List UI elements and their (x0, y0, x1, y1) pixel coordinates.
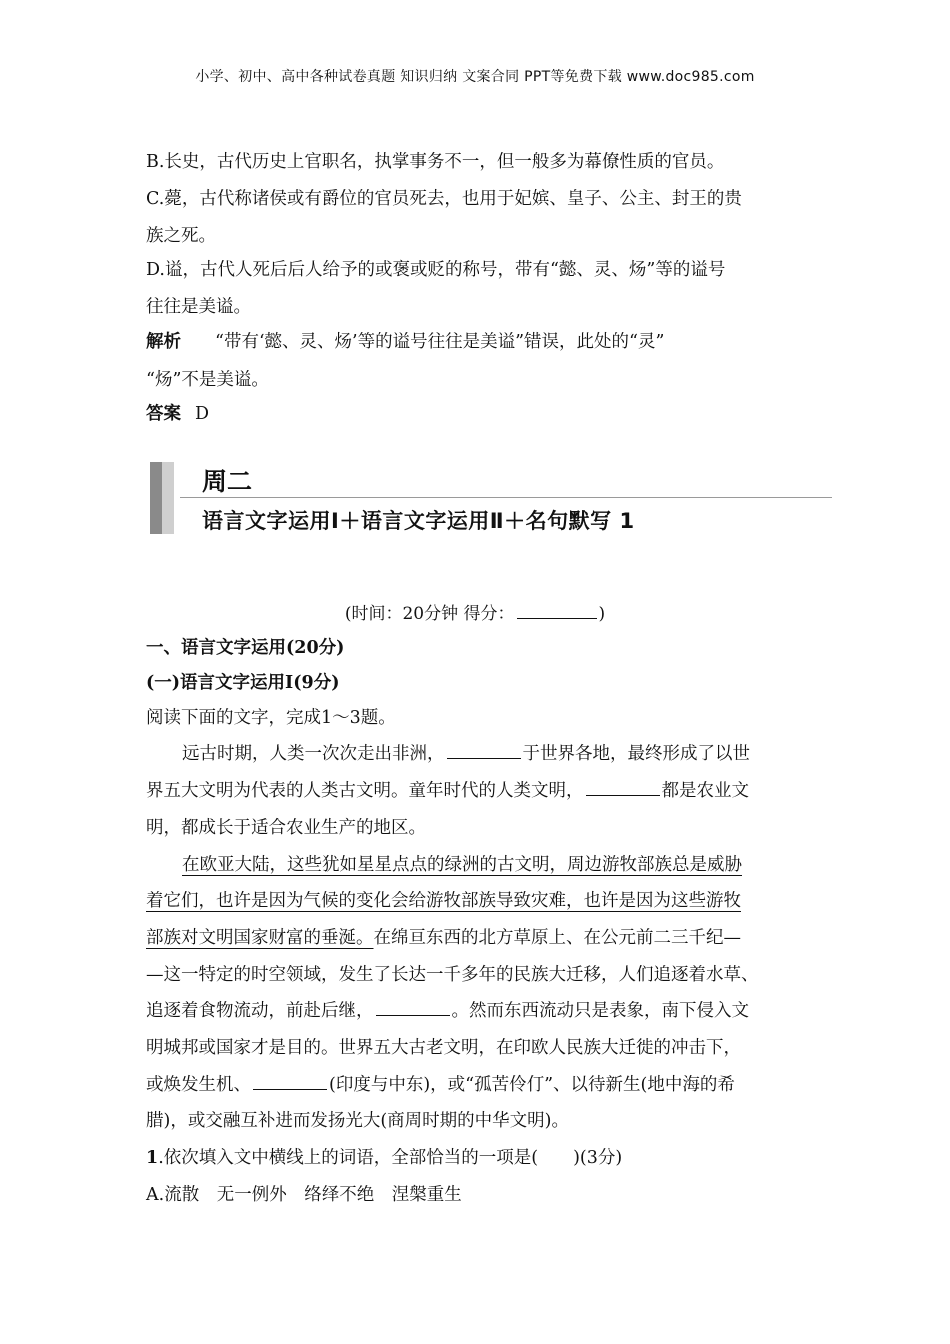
answer-line (146, 400, 826, 425)
option-d-text-line1: D.谥，古代人死后后人给予的或褒或贬的称号，带有“懿、灵、炀”等的谥号 (146, 260, 726, 280)
analysis-text: “带有‘懿、灵、炀’等的谥号往往是美谥”错误，此处的“灵” (215, 332, 665, 352)
passage-line (146, 924, 826, 949)
section-bar-light (162, 462, 174, 534)
question-1 (146, 1144, 826, 1169)
section-bar-dark (150, 462, 162, 534)
underlined-sentence: 着它们，也许是因为气候的变化会给游牧部族导致灾难，也许是因为这些游牧 (146, 891, 741, 911)
option-d-text-line2: 往往是美谥。 (146, 297, 251, 317)
passage-text: 于世界各地，最终形成了以世 (522, 744, 750, 764)
passage-text: 或焕发生机、 (146, 1075, 251, 1095)
part1-title: 一、语言文字运用(20分) (146, 638, 345, 658)
underlined-sentence: 在欧亚大陆，这些犹如星星点点的绿洲的古文明，周边游牧部族总是威胁 (182, 855, 742, 875)
question-1-option-a[interactable]: A.流散 无一例外 络绎不绝 涅槃重生 (146, 1185, 462, 1205)
analysis-label: 解析 (146, 332, 181, 352)
passage-line: 明城邦或国家才是目的。世界五大古老文明，在印欧人民族大迁徙的冲击下， (146, 1038, 741, 1058)
fill-blank-2[interactable] (586, 781, 660, 796)
question-number: 1 (146, 1148, 159, 1168)
fill-blank-1[interactable] (447, 744, 521, 759)
passage-line: —这一特定的时空领域，发生了长达一千多年的民族大迁移，人们追逐着水草、 (146, 965, 759, 985)
passage-text: (印度与中东)，或“孤苦伶仃”、以待新生(地中海的希 (329, 1075, 735, 1095)
passage-line-underlined (182, 851, 862, 876)
answer-label: 答案 (146, 404, 181, 424)
instruction: 阅读下面的文字，完成1～3题。 (146, 708, 396, 728)
question-stem: .依次填入文中横线上的词语，全部恰当的一项是( )(3分) (158, 1148, 623, 1168)
option-b-text: B.长史，古代历史上官职名，执掌事务不一，但一般多为幕僚性质的官员。 (146, 152, 725, 172)
score-blank[interactable] (517, 604, 597, 619)
section-subtitle: 语言文字运用Ⅰ＋语言文字运用Ⅱ＋名句默写 1 (202, 509, 635, 533)
fill-blank-4[interactable] (253, 1075, 327, 1090)
part1-subtitle: (一)语言文字运用Ⅰ(9分) (146, 673, 340, 693)
fill-blank-3[interactable] (376, 1001, 450, 1016)
analysis-line2: “炀”不是美谥。 (146, 370, 269, 390)
passage-text: 界五大文明为代表的人类古文明。童年时代的人类文明， (146, 781, 584, 801)
page-header: 小学、初中、高中各种试卷真题 知识归纳 文案合同 PPT等免费下载 www.doc985.com (195, 69, 755, 85)
passage-line: 腊)，或交融互补进而发扬光大(商周时期的中华文明)。 (146, 1111, 569, 1131)
passage-text: 都是农业文 (661, 781, 749, 801)
passage-line (146, 997, 826, 1022)
time-suffix: ) (598, 604, 606, 624)
underlined-sentence: 部族对文明国家财富的垂涎。 (146, 928, 374, 948)
passage-line (182, 740, 862, 765)
answer-value: D (195, 404, 210, 424)
time-label: (时间：20分钟 得分： (344, 604, 515, 624)
section-divider (180, 497, 832, 498)
option-c-text-line2: 族之死。 (146, 226, 216, 246)
passage-text: 在绵亘东西的北方草原上、在公元前二三千纪— (373, 928, 741, 948)
passage-line-underlined (146, 887, 826, 912)
passage-text: 远古时期，人类一次次走出非洲， (182, 744, 445, 764)
analysis-line1 (146, 328, 826, 353)
passage-text: 追逐着食物流动，前赴后继， (146, 1001, 374, 1021)
passage-text: 。然而东西流动只是表象，南下侵入文 (451, 1001, 749, 1021)
option-c-text-line1: C.薨，古代称诸侯或有爵位的官员死去，也用于妃嫔、皇子、公主、封王的贵 (146, 189, 742, 209)
passage-line (146, 777, 826, 802)
passage-line: 明，都成长于适合农业生产的地区。 (146, 818, 426, 838)
section-week-title: 周二 (202, 467, 253, 496)
time-score-line (0, 599, 950, 624)
passage-line (146, 1071, 826, 1096)
